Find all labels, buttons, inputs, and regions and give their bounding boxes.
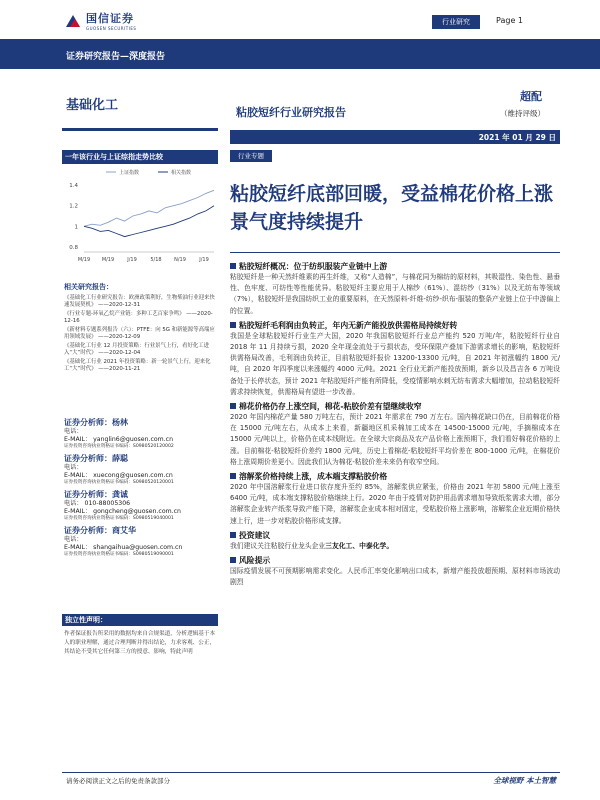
page-number: Page 1 bbox=[496, 16, 523, 25]
analyst-phone: 电话： bbox=[64, 536, 83, 543]
index-comparison-chart bbox=[62, 166, 218, 266]
x-tick-label: M/19 bbox=[101, 257, 115, 263]
analyst-email[interactable]: E-MAIL： gongcheng@guosen.com.cn bbox=[64, 508, 181, 515]
square-bullet-icon bbox=[230, 532, 236, 538]
square-bullet-icon bbox=[230, 473, 236, 479]
y-tick-label: 1 bbox=[74, 224, 78, 231]
related-item[interactable]: 《基础化工行业研究报告：欧洲政策利好，生物柴油行业迎来快速发展契机》 ——2020-12-31 bbox=[64, 295, 215, 308]
square-bullet-icon bbox=[230, 322, 236, 328]
x-tick-label: J/19 bbox=[199, 257, 209, 263]
square-bullet-icon bbox=[230, 557, 236, 563]
x-tick-label: M/19 bbox=[77, 257, 91, 263]
guosen-logo-icon bbox=[64, 13, 82, 29]
section bbox=[230, 261, 560, 317]
section bbox=[230, 401, 560, 468]
footer-divider bbox=[62, 772, 560, 773]
analyst-phone: 电话： bbox=[64, 464, 83, 471]
analyst-cert: 证券投资咨询执业资格证书编码：S0980519040001 bbox=[64, 516, 174, 521]
special-tag: 行业专题 bbox=[230, 150, 272, 162]
related-item[interactable]: 《行业专题-环氧乙烷产业链：多种工艺百家争鸣》 ——2020-12-16 bbox=[64, 311, 213, 324]
x-tick-label: 5/18 bbox=[150, 257, 162, 263]
section-head bbox=[230, 320, 560, 331]
analyst-phone: 电话： bbox=[64, 428, 83, 435]
section-title: 棉花价格仍存上涨空间，棉花-粘胶价差有望继续收窄 bbox=[239, 402, 422, 412]
related-item[interactable]: 《基础化工行业 2021 年投资策略：新一轮景气上行，迎来化工“大”时代》 ——2020-11-21 bbox=[64, 359, 211, 372]
section-body: 粘胶短纤是一种天然纤维素的再生纤维，又称“人造棉”，与棉花同为棉纺的原材料，其吸湿性、染色性、悬垂性、色牢度、可纺性等性能优异。粘胶短纤主要应用于人棉纱（61%）、混纺纱（31%）以及无纺布等领域（7%），粘胶短纤是我国纺织工业的重要原料，在天然原料-纤维-纺纱-织布-服装的整条产业链上位于中游偏上的位置。 bbox=[230, 273, 560, 315]
analyst-name: 证券分析师：杨林 bbox=[64, 418, 128, 427]
section-title: 风险提示 bbox=[239, 556, 271, 566]
analyst-block bbox=[64, 454, 218, 486]
footer-disclaimer: 请务必阅读正文之后的免责条款部分 bbox=[66, 777, 170, 785]
section-body-text: 我们建议关注粘胶行业龙头企业 bbox=[230, 541, 326, 550]
y-tick-label: 1.4 bbox=[69, 183, 78, 190]
analyst-block bbox=[64, 490, 218, 522]
sector-divider bbox=[62, 128, 218, 131]
independence-title: 独立性声明： bbox=[62, 614, 218, 626]
analyst-cert: 证券投资咨询执业资格证书编码：S0980519090001 bbox=[64, 552, 174, 557]
report-title: 粘胶短纤行业研究报告 bbox=[236, 106, 346, 119]
section-body: 我国是全球粘胶短纤行业生产大国，2020 年我国粘胶短纤行业总产能约 520 万吨/年，粘胶短纤行业自 2018 年 11 月持续亏损，2020 全年现金流处于亏损状态，受环保限产叠加下游需求增长的影响，粘胶短纤供需格局改善，毛利润由负转正，目前粘胶短纤报价 13200-13300 元/吨，自 2021 年初涨幅约 1800 元/吨，自 2020 年四季度以来涨幅约 4000 元/吨。2021 全行业无新产能投放预期，新乡以及昌吉各 6 万吨设备处于长停状态，预计 2021 年粘胶短纤产能有所降低，受疫情影响水刺无纺布需求大幅增加，拉动粘胶短纤需求持续恢复，供需格局有望进一步改善。 bbox=[230, 331, 560, 396]
report-type: 证券研究报告—深度报告 bbox=[66, 52, 166, 62]
analyst-email[interactable]: E-MAIL： xuecong@guosen.com.cn bbox=[64, 472, 173, 479]
analyst-block bbox=[64, 526, 218, 558]
main-title: 粘胶短纤底部回暖，受益棉花价格上涨景气度持续提升 bbox=[230, 183, 554, 233]
section-head bbox=[230, 471, 560, 482]
section-head bbox=[230, 401, 560, 412]
analyst-email[interactable]: E-MAIL： shangaihua@guosen.com.cn bbox=[64, 544, 183, 551]
section bbox=[230, 320, 560, 398]
logo-cn: 国信证券 bbox=[86, 12, 134, 25]
related-item[interactable]: 《基础化工行业 12 月投资策略：行业景气上行，看好化工进入“大”时代》 ——2020-12-04 bbox=[64, 343, 210, 356]
report-type-bar bbox=[0, 39, 600, 69]
company-logo bbox=[64, 10, 136, 31]
y-tick-label: 1.2 bbox=[69, 203, 78, 210]
related-title: 相关研究报告： bbox=[64, 283, 113, 291]
analyst-block bbox=[64, 418, 218, 450]
chart-svg bbox=[62, 166, 218, 266]
section bbox=[230, 555, 560, 588]
square-bullet-icon bbox=[230, 403, 236, 409]
logo-en: GUOSEN SECURITIES bbox=[86, 26, 137, 31]
industry-tag: 行业研究 bbox=[432, 15, 480, 29]
report-date: 2021 年 01 月 29 日 bbox=[478, 133, 556, 142]
rating-sub: （维持评级） bbox=[500, 109, 545, 118]
section bbox=[230, 530, 560, 552]
section-body: 2020 年中国溶解浆行业进口依存度升至约 85%，溶解浆供应紧张，价格由 2021 年初 5800 元/吨上涨至 6400 元/吨，成本端支撑粘胶价格继续上行。2020 年由于疫情对防护用品需求增加导致纸浆需求大增，部分溶解浆企业转产纸浆导致产能下降，溶解浆企业成本相对固定，受粘胶价格上涨影响，溶解浆企业近期价格快速上行，进一步对粘胶价格形成支撑。 bbox=[230, 483, 560, 525]
sector-title: 基础化工 bbox=[66, 98, 119, 113]
related-reports bbox=[64, 282, 218, 375]
title-divider bbox=[230, 252, 560, 253]
section-body bbox=[230, 541, 560, 552]
series-line bbox=[84, 206, 214, 237]
date-bar bbox=[230, 130, 560, 144]
section-title: 粘胶短纤概况：位于纺织服装产业链中上游 bbox=[239, 262, 388, 271]
square-bullet-icon bbox=[230, 263, 236, 269]
y-tick-label: 0.8 bbox=[69, 244, 78, 251]
analyst-email[interactable]: E-MAIL： yanglin6@guosen.com.cn bbox=[64, 436, 173, 443]
analyst-name: 证券分析师：商艾华 bbox=[64, 526, 136, 535]
footer-slogan: 全球视野 本土智慧 bbox=[493, 776, 556, 785]
analyst-name: 证券分析师：龚诚 bbox=[64, 490, 128, 499]
x-tick-label: J/19 bbox=[127, 257, 137, 263]
analyst-cert: 证券投资咨询执业资格证书编码：S0980520120002 bbox=[64, 444, 174, 449]
independence-text: 作者保证报告所采用的数据均来自合规渠道，分析逻辑基于本人的职业理解，通过合理判断并得出结论，力求客观、公正，其结论不受其它任何第三方的授意、影响，特此声明 bbox=[64, 631, 216, 655]
legend-label: 上证指数 bbox=[119, 170, 140, 176]
main-content bbox=[230, 258, 560, 590]
section-title: 粘胶短纤毛利润由负转正，年内无新产能投放供需格局持续好转 bbox=[239, 320, 458, 330]
x-tick-label: N/19 bbox=[174, 257, 186, 263]
rating: 超配 bbox=[520, 90, 542, 103]
legend-label: 相关指数 bbox=[171, 170, 192, 176]
section-head bbox=[230, 261, 560, 272]
section-bold-text: 三友化工、中泰化学。 bbox=[325, 541, 394, 550]
section-head bbox=[230, 555, 560, 566]
section-title: 溶解浆价格持续上涨，成本端支撑粘胶价格 bbox=[239, 472, 388, 482]
related-item[interactable]: 《新材料专题系列报告（六）：PTFE：向 5G 和新能源等高端应用领域发展》 ——2020-12-09 bbox=[64, 327, 215, 340]
section-head bbox=[230, 530, 560, 541]
section-title: 投资建议 bbox=[239, 530, 271, 540]
section-body: 2020 年国内棉花产量 580 万吨左右，预计 2021 年需求在 790 万左右。国内棉花缺口仍在，目前棉花价格在 15000 元/吨左右，从成本上来看，新疆地区机采棉加工成本在 14500-15000 元/吨，手摘棉成本在 15000 元/吨以上，价格仍在成本线附近。在全球大宗商品及农产品价格上涨预期下，我们看好棉花价格的上涨。目前棉花-粘胶短纤价差约 1800 元/吨，历史上看棉花-粘胶短纤平均价差在 800-1000 元/吨，在棉花价格上涨周期价差更小。因此我们认为棉花-粘胶价差未来仍有收窄空间。 bbox=[230, 413, 560, 466]
chart-caption: 一年该行业与上证综指走势比较 bbox=[62, 150, 218, 164]
page-header bbox=[0, 0, 600, 38]
series-line bbox=[84, 190, 214, 226]
analyst-list bbox=[64, 418, 218, 562]
section-body: 国际疫情发展不可预期影响需求变化。人民币汇率变化影响出口成本，新增产能投放超预期、原材料市场波动剧烈 bbox=[230, 567, 560, 587]
analyst-cert: 证券投资咨询执业资格证书编码：S0980520120001 bbox=[64, 480, 174, 485]
section bbox=[230, 471, 560, 527]
analyst-phone: 电话： 010-88005306 bbox=[64, 500, 131, 507]
analyst-name: 证券分析师：薛聪 bbox=[64, 454, 128, 463]
